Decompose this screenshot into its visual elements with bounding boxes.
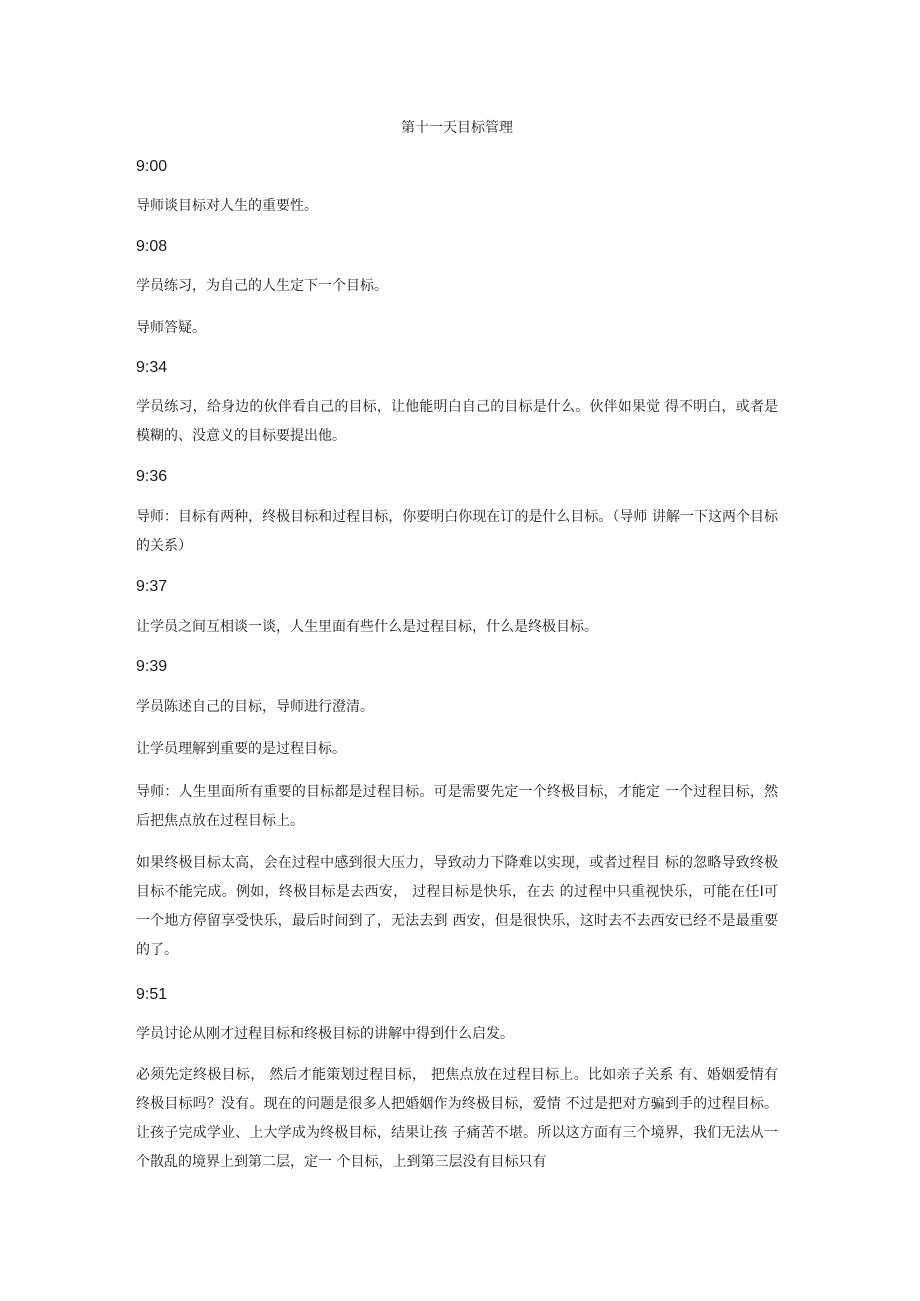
paragraph: 让学员之间互相谈一谈，人生里面有些什么是过程目标，什么是终极目标。	[136, 619, 598, 635]
time-stamp: 9:51	[136, 986, 168, 1003]
time-stamp: 9:00	[136, 158, 168, 175]
paragraph: 让学员理解到重要的是过程目标。	[136, 741, 346, 757]
paragraph: 导师答疑。	[136, 320, 206, 336]
paragraph: 导师：目标有两种，终极目标和过程目标，你要明白你现在订的是什么目标。（导师 讲解一下这两个目标的关系）	[136, 509, 778, 554]
time-stamp: 9:36	[136, 468, 168, 485]
paragraph: 学员陈述自己的目标，导师进行澄清。	[136, 699, 374, 715]
time-stamp: 9:08	[136, 238, 168, 255]
paragraph: 必须先定终极目标， 然后才能策划过程目标， 把焦点放在过程目标上。比如亲子关系 有、婚姻爱情有终极目标吗？没有。现在的问题是很多人把婚姻作为终极目标，爱情 不过是把对方骗到手的过程目标。让孩子完成学业、上大学成为终极目标，结果让孩 子痛苦不堪。所以这方面有三个境界，我们无法从一个散乱的境界上到第二层，定一 个目标，上到第三层没有目标只有	[136, 1067, 778, 1170]
paragraph: 学员讨论从刚才过程目标和终极目标的讲解中得到什么启发。	[136, 1026, 514, 1042]
time-stamp: 9:39	[136, 658, 168, 675]
paragraph: 如果终极目标太高，会在过程中感到很大压力，导致动力下降难以实现，或者过程目 标的忽略导致终极目标不能完成。例如，终极目标是去西安， 过程目标是快乐，在去 的过程中只重视快乐，可能在任I可一个地方停留享受快乐，最后时间到了，无法去到 西安，但是很快乐，这时去不去西安已经不是最重要的了。	[136, 855, 778, 958]
paragraph: 学员练习，给身边的伙伴看自己的目标，让他能明白自己的目标是什么。伙伴如果觉 得不明白，或者是模糊的、没意义的目标要提出他。	[136, 399, 778, 444]
time-stamp: 9:34	[136, 359, 168, 376]
paragraph: 导师：人生里面所有重要的目标都是过程目标。可是需要先定一个终极目标，才能定 一个过程目标，然后把焦点放在过程目标上。	[136, 784, 778, 829]
time-stamp: 9:37	[136, 578, 168, 595]
paragraph: 导师谈目标对人生的重要性。	[136, 198, 318, 214]
document-title: 第十一天目标管理	[401, 120, 513, 136]
paragraph: 学员练习，为自己的人生定下一个目标。	[136, 278, 388, 294]
